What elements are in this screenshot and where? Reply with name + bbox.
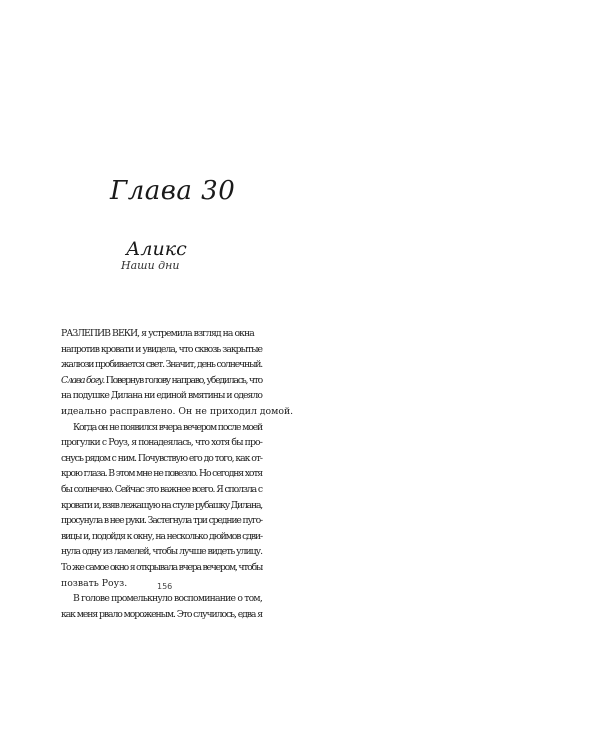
text-line: В голове промелькнуло воспоминание о том, (73, 593, 262, 605)
page-number: 156 (157, 582, 173, 591)
text-line: как меня рвало мороженым. Это случилось, едва я (61, 608, 262, 620)
text-line: бы солнечно. Сейчас это важнее всего. Я сползла с (61, 483, 262, 495)
text-line: вицы и, подойдя к окну, на несколько дюймов сдви- (61, 530, 262, 542)
text-line-rest: Повернув голову направо, убедилась, что (104, 374, 262, 386)
italic-phrase: Слава богу. (61, 374, 105, 386)
text-line: позвать Роуз. (61, 577, 128, 589)
text-line: РАЗЛЕПИВ ВЕКИ, я устремила взгляд на окна (61, 328, 254, 339)
text-line: снусь рядом с ним. Почувствую его до того, как от- (61, 452, 262, 464)
text-line: прогулки с Роуз, я понадеялась, что хотя бы про- (61, 437, 262, 449)
text-line: просунула в нее руки. Застегнула три средние пуго- (61, 515, 262, 527)
text-line: жалюзи пробивается свет. Значит, день солнечный. (61, 359, 262, 371)
pov-timeframe: Наши дни (121, 259, 180, 272)
text-line: идеально расправлено. Он не приходил домой. (61, 405, 294, 417)
text-line: на подушке Дилана ни единой вмятины и одеяло (61, 390, 262, 402)
text-line: Когда он не появился вчера вечером после моей (73, 421, 262, 433)
pov-character-name: Аликс (126, 238, 187, 260)
text-line: То же самое окно я открывала вчера вечером, чтобы (61, 561, 262, 573)
chapter-title: Глава 30 (110, 176, 236, 206)
left-page-body (61, 326, 294, 622)
text-line: кровати и, взяв лежащую на стуле рубашку Дилана, (61, 499, 262, 511)
text-line: напротив кровати и увидела, что сквозь закрытые (61, 343, 262, 355)
text-line: нула одну из ламелей, чтобы лучше видеть улицу. (61, 546, 262, 558)
text-line (61, 373, 262, 389)
text-line: крою глаза. В этом мне не повезло. Но сегодня хотя (61, 468, 262, 480)
right-page (300, 0, 600, 750)
